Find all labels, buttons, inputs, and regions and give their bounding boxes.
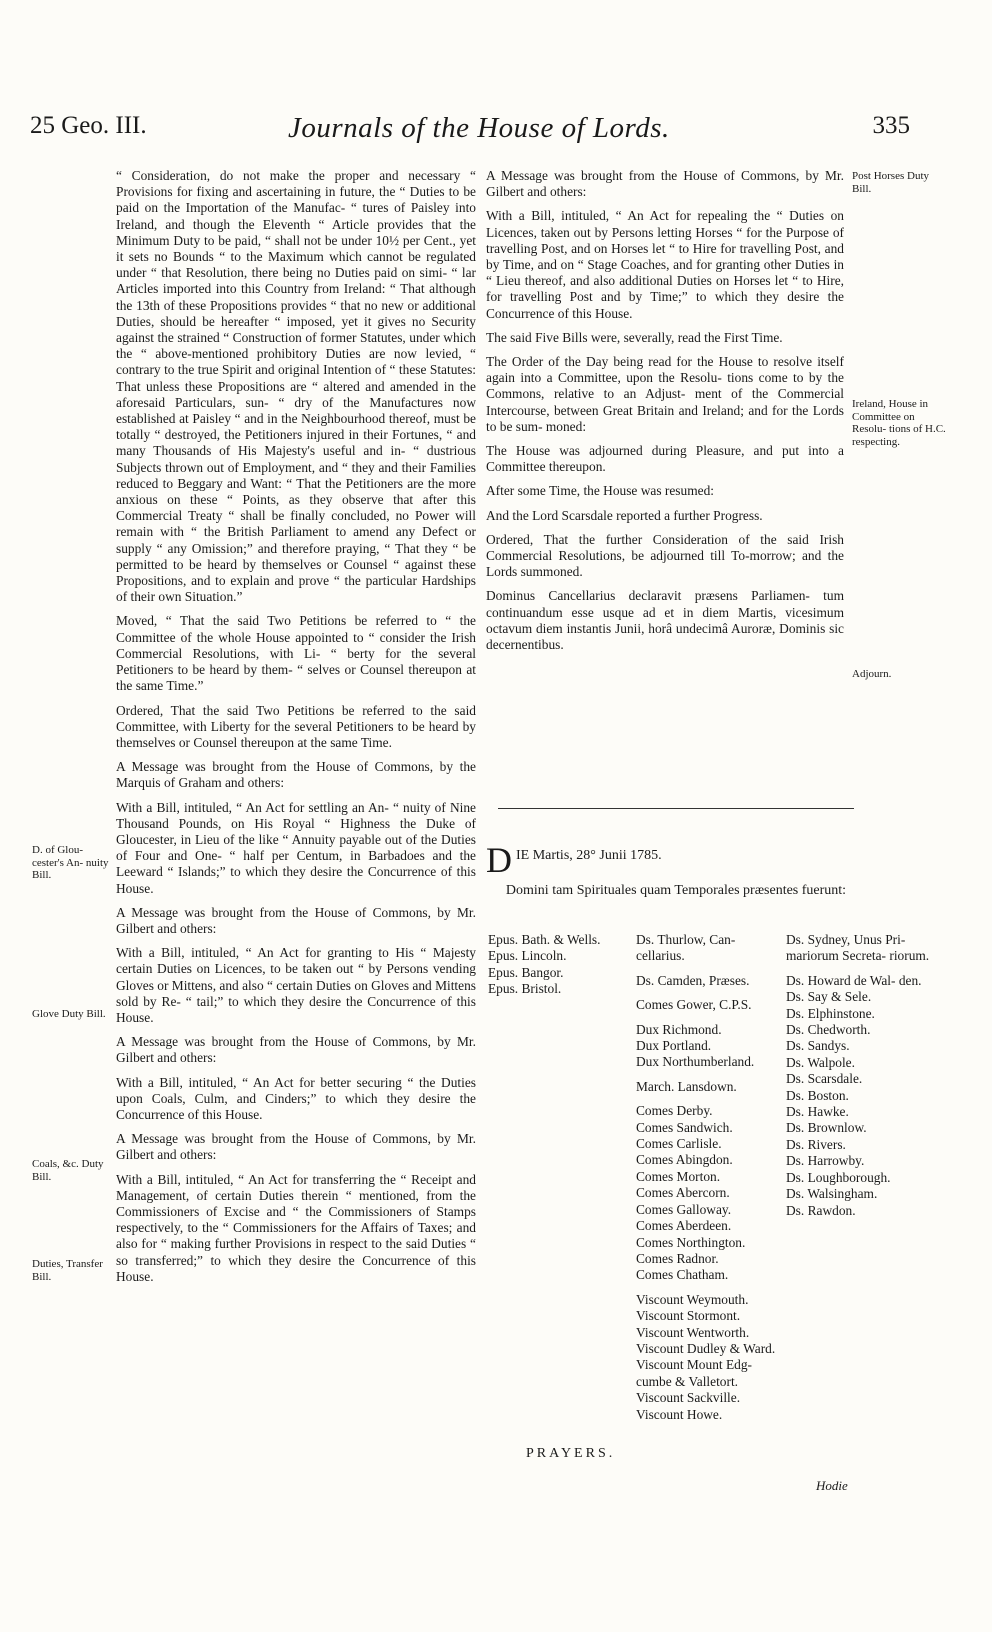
moved-paragraph: Moved, “ That the said Two Petitions be referred to “ the Committee of the whole House appointed to “ consider the Irish Commercial Resolutions, with Li- “ berty for the several Petitioners to be heard by them- “ selves or Counsel thereupon at the same Time.” [116,613,476,694]
earls: Comes Derby. Comes Sandwich. Comes Carlisle. Comes Abingdon. Comes Morton. Comes Abercorn. Comes Galloway. Comes Aberdeen. Comes Northington. Comes Radnor. Comes Chatham. [636,1103,746,1283]
house-resumed: After some Time, the House was resumed: [486,483,714,499]
marquis: March. Lansdown. [636,1078,737,1094]
bill-post-horses: With a Bill, intituled, “ An Act for repealing the “ Duties on Licences, taken out by Persons letting Horses “ for the Purpose of travelling Post, and on Horses let “ to Hire for travelling Post, and by Time, and on “ Stage Coaches, and for granting other Duties in “ Lieu thereof, and also additional Duties on Horses let “ to Hire, for travelling Post and by Time;” to which they desire the Concurrence of this House. [486,208,844,321]
message-transfer: A Message was brought from the House of Commons, by Mr. Gilbert and others: [116,1131,476,1163]
chancellor: Ds. Thurlow, Can- cellarius. [636,932,736,964]
margin-note-post-horses: Post Horses Duty Bill. [852,170,930,195]
margin-note-ireland: Ireland, House in Committee on Resolu- tions of H.C. respecting. [852,398,946,448]
bill-glove: With a Bill, intituled, “ An Act for granting to His “ Majesty certain Duties on Licences, to be taken out “ by Persons vending Gloves or Mittens, and also “ certain Duties on Gloves and Mittens sold by Re- “ tail;” to which they desire the Concurrence of this House. [116,945,476,1025]
bill-coals: With a Bill, intituled, “ An Act for better securing “ the Duties upon Coals, Culm, and Cinders;” to which they desire the Concurrence of this House. [116,1074,476,1122]
prayers-heading: PRAYERS. [526,1446,616,1461]
journal-title: Journals of the House of Lords. [288,112,670,144]
margin-note-glove: Glove Duty Bill. [32,1008,106,1020]
bill-gloucester: With a Bill, intituled, “ An Act for settling an An- “ nuity of Nine Thousand Pounds, on His Royal “ Highness the Duke of Gloucester, in Lieu of the like “ Annuity payable out of the Duties of Four and One- “ half per Centum, in Barbadoes and the Leeward “ Islands;” to which they desire the Concurrence of this House. [116,799,476,896]
section-divider [498,808,854,809]
scarsdale-report: And the Lord Scarsdale reported a further Progress. [486,507,763,523]
margin-note-transfer: Duties, Transfer Bill. [32,1258,103,1283]
peers-right-list [786,932,936,1219]
president: Ds. Camden, Præses. [636,972,750,988]
secretary: Ds. Sydney, Unus Pri- mariorum Secreta- riorum. [786,932,930,964]
right-column [486,168,844,661]
petition-text: “ Consideration, do not make the proper and necessary “ Provisions for fixing and ascertaining in future, the “ Duties to be paid on the Importation of the Manufac- “ tures of Paisley into Ireland, and though the Eleventh “ Article provides that the Minimum Duty to be paid, “ shall not be under 10½ per Cent., yet it sets no Bounds “ to the Maximum which cannot be regulated under “ that Resolution, there being no Duties paid on simi- “ lar Articles imported into this Country from Ireland: “ That although the 13th of these Propositions provides “ that no new or additional Duties, should be hereafter “ imposed, yet it gives no Security against the strained “ Construction of former Statutes, under which the “ above-mentioned prohibitory Duties are now levied, “ contrary to the true Spirit and original Intention of “ these Statutes: That unless these Propositions are “ altered and amended in the aforesaid Particulars, sun- “ dry of the Manufactures now established at Paisley “ and in the Neighbourhood thereof, must be totally “ destroyed, the Petitioners injured in their Fortunes, “ and many Thousands of His Majesty's useful and in- “ dustrious Subjects thrown out of Employment, and “ they and their Families reduced to Beggary and Want: “ That the Petitioners are the more anxious on these “ Points, as they observe that after this Commercial Treaty “ shall be finally concluded, no Power will remain with “ the British Parliament to amend any Defect or supply “ any Omission;” and therefore praying, “ That they “ be permitted to be heard by themselves or Counsel “ against these Propositions, and to explain and prove “ the particular Hardships of their own Situation.” [116,168,476,605]
message-gloucester: A Message was brought from the House of Commons, by the Marquis of Graham and others: [116,759,476,791]
left-column [116,168,476,1293]
page-header [30,112,910,160]
privy-seal: Comes Gower, C.P.S. [636,997,752,1013]
viscounts: Viscount Weymouth. Viscount Stormont. Viscount Wentworth. Viscount Dudley & Ward. Viscount Mount Edg- cumbe & Valletort. Viscount Sackville. Viscount Howe. [636,1291,776,1422]
margin-note-adjourn: Adjourn. [852,668,892,680]
catchword: Hodie [816,1478,848,1493]
drop-cap: D [486,840,512,880]
margin-note-coals: Coals, &c. Duty Bill. [32,1158,104,1183]
message-glove: A Message was brought from the House of Commons, by Mr. Gilbert and others: [116,904,476,936]
house-adjourned: The House was adjourned during Pleasure, and put into a Committee thereupon. [486,443,844,475]
regnal-year: 25 Geo. III. [30,112,147,139]
peers-middle-list [636,932,786,1423]
margin-note-gloucester: D. of Glou- cester's An- nuity Bill. [32,844,109,881]
bishops: Epus. Bath. & Wells. Epus. Lincoln. Epus. Bangor. Epus. Bristol. [488,932,601,997]
message-coals: A Message was brought from the House of Commons, by Mr. Gilbert and others: [116,1034,476,1066]
dukes: Dux Richmond. Dux Portland. Dux Northumberland. [636,1021,755,1070]
dominus-cancellarius: Dominus Cancellarius declaravit præsens Parliamen- tum continuandum esse usque ad et in diem Martis, vicesimum octavum diem instantis Junii, horâ undecimâ Auroræ, Dominis sic decernentibus. [486,588,844,653]
date-text: IE Martis, 28° Junii 1785. [516,848,662,863]
bill-transfer: With a Bill, intituled, “ An Act for transferring the “ Receipt and Management, of certain Duties therein “ mentioned, from the Commissioners of Excise and “ the Commissioners of Stamps respectively, to the “ Commissioners for the Affairs of Taxes; and also for “ making further Provisions in respect to the said Duties “ so transferred;” to which they desire the Concurrence of this House. [116,1171,476,1284]
five-bills-read: The said Five Bills were, severally, read the First Time. [486,329,783,345]
message-post-horses: A Message was brought from the House of Commons, by Mr. Gilbert and others: [486,168,844,200]
order-of-day: The Order of the Day being read for the House to resolve itself again into a Committee, upon the Resolu- tions come to by the Commons, relative to an Adjust- ment of the Commercial Intercourse, between Great Britain and Ireland; and for the Lords to be sum- moned: [486,354,844,434]
ordered-further: Ordered, That the further Consideration of the said Irish Commercial Resolutions, be adjourned till To-morrow; and the Lords summoned. [486,531,844,580]
page-number: 335 [872,112,910,139]
barons: Ds. Howard de Wal- den. Ds. Say & Sele. Ds. Elphinstone. Ds. Chedworth. Ds. Sandys. Ds. Walpole. Ds. Scarsdale. Ds. Boston. Ds. Hawke. Ds. Brownlow. Ds. Rivers. Ds. Harrowby. Ds. Loughborough. Ds. Walsingham. Ds. Rawdon. [786,972,922,1218]
ordered-paragraph: Ordered, That the said Two Petitions be referred to the said Committee, with Liberty for the several Petitioners to be heard by themselves or Counsel thereupon at the same Time. [116,702,476,750]
attendance-heading: Domini tam Spirituales quam Temporales præsentes fuerunt: [505,883,847,898]
bishops-list [488,932,628,998]
sitting-date [486,840,856,880]
